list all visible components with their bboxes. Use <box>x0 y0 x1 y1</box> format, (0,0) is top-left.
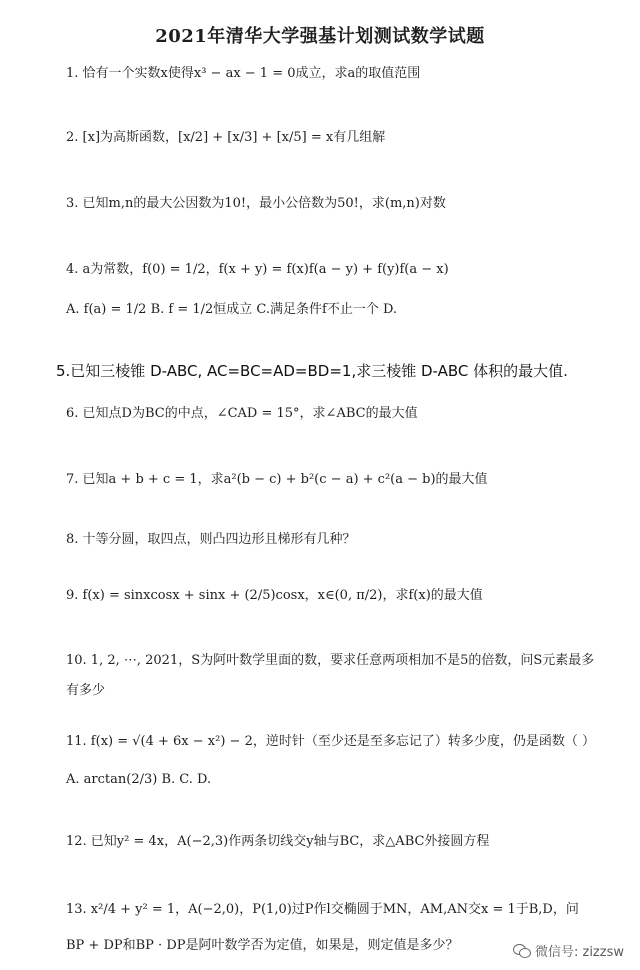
question-13-continued: BP + DP和BP · DP是阿叶数学否为定值，如果是，则定值是多少？ <box>66 938 459 953</box>
wechat-icon <box>513 944 531 958</box>
question-4-options: A. f(a) = 1/2 B. f = 1/2恒成立 C.满足条件f不止一个 D. <box>66 302 398 317</box>
question-12: 12. 已知y² = 4x，A(−2,3)作两条切线交y轴与BC，求△ABC外接圆方程 <box>66 834 490 849</box>
page-title: 2021年清华大学强基计划测试数学试题 <box>155 26 485 47</box>
question-8: 8. 十等分圆，取四点，则凸四边形且梯形有几种？ <box>66 532 356 547</box>
question-3: 3. 已知m,n的最大公因数为10!，最小公倍数为50!，求(m,n)对数 <box>66 196 446 211</box>
question-7: 7. 已知a + b + c = 1，求a²(b − c) + b²(c − a) + c²(a − b)的最大值 <box>66 472 488 487</box>
watermark-label: 微信号: zizzsw <box>534 945 624 960</box>
question-11: 11. f(x) = √(4 + 6x − x²) − 2，逆时针（至少还是至多忘记了）转多少度，仍是函数（ ） <box>66 734 595 749</box>
question-5: 5.已知三棱锥 D-ABC, AC=BC=AD=BD=1,求三棱锥 D-ABC 体积的最大值. <box>56 362 568 380</box>
question-10: 10. 1, 2, ⋯, 2021，S为阿叶数学里面的数，要求任意两项相加不是5的倍数，问S元素最多有多少 <box>66 653 595 698</box>
wechat-watermark <box>513 941 624 960</box>
question-4: 4. a为常数，f(0) = 1/2，f(x + y) = f(x)f(a − y) + f(y)f(a − x) <box>66 262 449 277</box>
question-13: 13. x²/4 + y² = 1，A(−2,0)，P(1,0)过P作l交椭圆于MN，AM,AN交x = 1于B,D，问 <box>66 902 579 917</box>
question-2: 2. [x]为高斯函数，[x/2] + [x/3] + [x/5] = x有几组解 <box>66 130 386 145</box>
question-11-options: A. arctan(2/3) B. C. D. <box>66 772 212 787</box>
question-6: 6. 已知点D为BC的中点，∠CAD = 15°，求∠ABC的最大值 <box>66 406 418 421</box>
question-9: 9. f(x) = sinxcosx + sinx + (2/5)cosx，x∈(0, π/2)，求f(x)的最大值 <box>66 588 483 603</box>
question-1: 1. 恰有一个实数x使得x³ − ax − 1 = 0成立，求a的取值范围 <box>66 66 421 81</box>
